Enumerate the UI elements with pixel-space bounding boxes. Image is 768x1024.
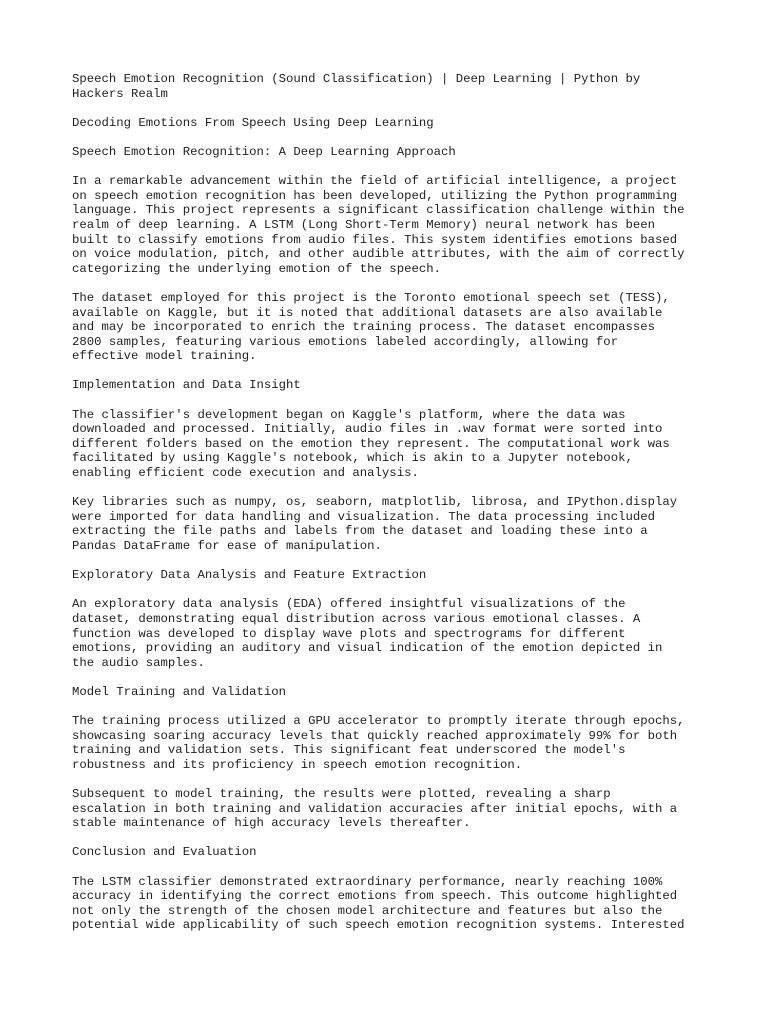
paragraph-implementation-2: Key libraries such as numpy, os, seaborn, matplotlib, librosa, and IPython.display were imported for data handling and visualization. The data processing included extracting the file paths and labels from the dataset and loading these into a Pandas DataFrame for ease of manipulation. [72, 495, 678, 553]
paragraph-dataset: The dataset employed for this project is the Toronto emotional speech set (TESS), available on Kaggle, but it is noted that additional datasets are also available and may be incorporated to enrich the training process. The dataset encompasses 2800 samples, featuring various emotions labeled accordingly, allowing for effective model training. [72, 290, 670, 364]
paragraph-intro: In a remarkable advancement within the field of artificial intelligence, a project on speech emotion recognition has been developed, utilizing the Python programming language. This project represents a significant classification challenge within the realm of deep learning. A LSTM (Long Short-Term Memory) neural network has been built to classify emotions from audio files. This system identifies emotions based on voice modulation, pitch, and other audible attributes, with the aim of correctly categorizing the underlying emotion of the speech. [72, 174, 685, 276]
document-page [72, 72, 712, 948]
section-heading-main: Speech Emotion Recognition: A Deep Learning Approach [72, 144, 456, 159]
section-heading-conclusion: Conclusion and Evaluation [72, 845, 257, 860]
paragraph-conclusion: The LSTM classifier demonstrated extraordinary performance, nearly reaching 100% accuracy in identifying the correct emotions from speech. This outcome highlighted not only the strength of the chosen model architecture and features but also the potential wide applicability of such speech emotion recognition systems. Interested [72, 874, 685, 933]
section-heading-training: Model Training and Validation [72, 684, 287, 699]
document-subtitle: Decoding Emotions From Speech Using Deep Learning [72, 115, 434, 130]
section-heading-implementation: Implementation and Data Insight [72, 378, 301, 393]
section-heading-eda: Exploratory Data Analysis and Feature Extraction [72, 568, 427, 583]
paragraph-training-2: Subsequent to model training, the results were plotted, revealing a sharp escalation in both training and validation accuracies after initial epochs, with a stable maintenance of high accuracy levels thereafter. [72, 787, 678, 831]
document-title: Speech Emotion Recognition (Sound Classification) | Deep Learning | Python by Hackers Realm [72, 72, 641, 101]
paragraph-implementation-1: The classifier's development began on Kaggle's platform, where the data was downloaded and processed. Initially, audio files in .wav format were sorted into different folders based on the emotion they represent. The computational work was facilitated by using Kaggle's notebook, which is akin to a Jupyter notebook, enabling efficient code execution and analysis. [72, 407, 670, 481]
paragraph-training-1: The training process utilized a GPU accelerator to promptly iterate through epochs, showcasing soaring accuracy levels that quickly reached approximately 99% for both training and validation sets. This significant feat underscored the model's robustness and its proficiency in speech emotion recognition. [72, 714, 685, 772]
paragraph-eda: An exploratory data analysis (EDA) offered insightful visualizations of the dataset, demonstrating equal distribution across various emotional classes. A function was developed to display wave plots and spectrograms for different emotions, providing an auditory and visual indication of the emotion depicted in the audio samples. [72, 597, 663, 670]
